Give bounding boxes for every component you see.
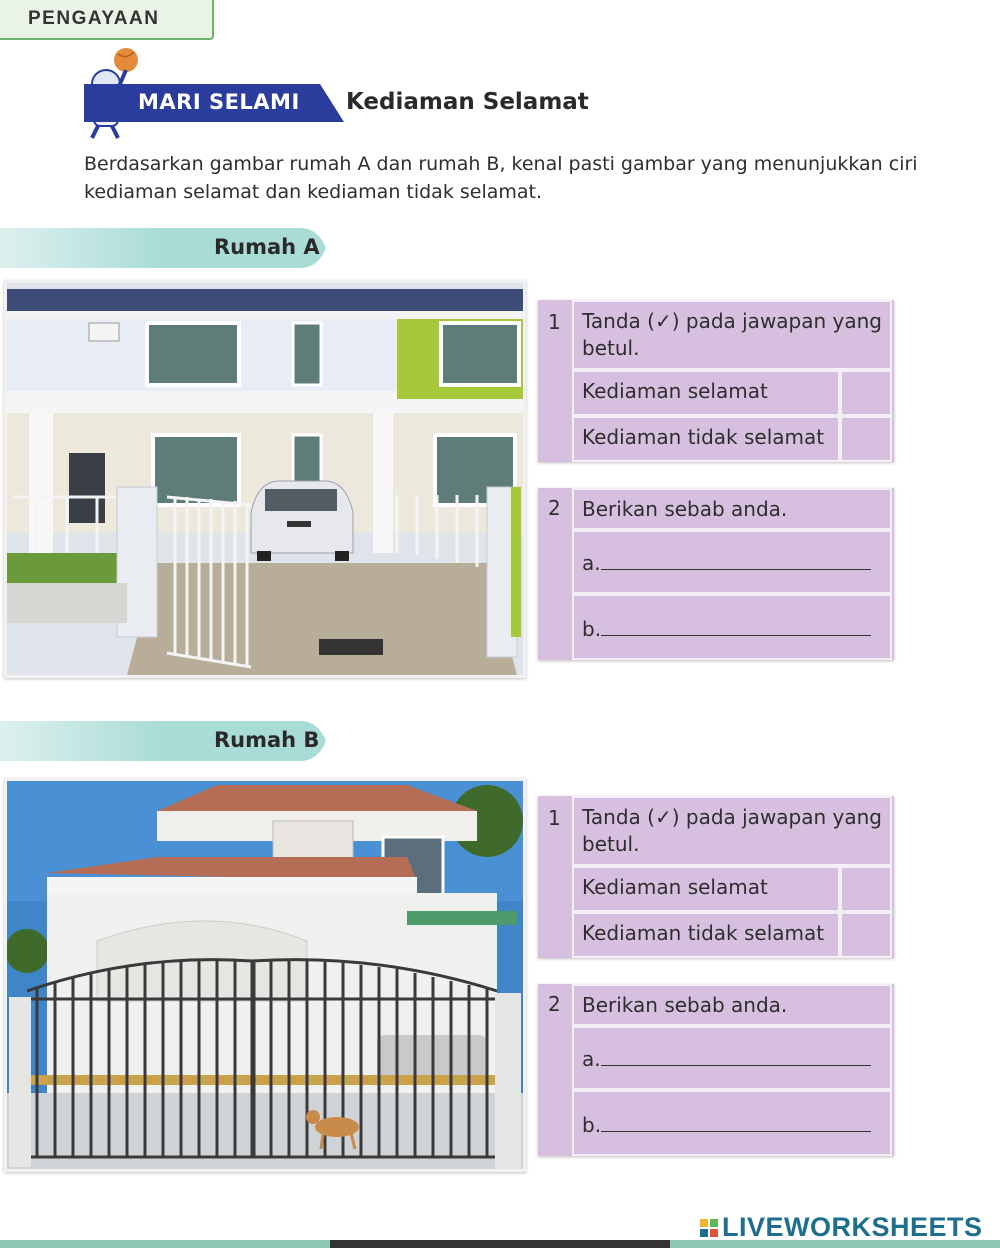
question-number: 1	[548, 310, 561, 334]
question-number: 2	[548, 992, 561, 1016]
answer-label: a.	[582, 1047, 601, 1071]
answer-label: a.	[582, 551, 601, 575]
banner-label: MARI SELAMI	[138, 90, 300, 114]
answer-blank[interactable]	[601, 1131, 871, 1132]
liveworksheets-mark-icon	[700, 1219, 718, 1237]
liveworksheets-logo[interactable]	[700, 1212, 983, 1243]
house-a-photo	[4, 280, 526, 678]
question-prompt: Tanda (✓) pada jawapan yang betul.	[572, 796, 892, 866]
section-tab	[0, 0, 214, 40]
tick-box-unsafe[interactable]	[840, 912, 892, 958]
house-a-question-1-box	[538, 300, 894, 462]
answer-line-b[interactable]	[572, 1090, 892, 1156]
question-number: 1	[548, 806, 561, 830]
house-b-photo	[4, 778, 526, 1172]
answer-blank[interactable]	[601, 1065, 871, 1066]
answer-label: b.	[582, 1113, 602, 1137]
question-prompt: Berikan sebab anda.	[572, 984, 892, 1026]
answer-line-b[interactable]	[572, 594, 892, 660]
bottom-dark-strip	[330, 1240, 670, 1248]
answer-label: b.	[582, 617, 602, 641]
section-label-text: Rumah A	[214, 235, 320, 259]
option-label-safe: Kediaman selamat	[572, 866, 840, 912]
house-b-question-1-box	[538, 796, 894, 958]
option-label-safe: Kediaman selamat	[572, 370, 840, 416]
answer-line-a[interactable]	[572, 530, 892, 594]
option-label-unsafe: Kediaman tidak selamat	[572, 416, 840, 462]
section-label-rumah-b	[0, 721, 330, 761]
activity-title: Kediaman Selamat	[346, 89, 589, 115]
section-label-rumah-a	[0, 228, 330, 268]
question-number: 2	[548, 496, 561, 520]
house-b-question-2-box	[538, 984, 894, 1156]
tick-box-unsafe[interactable]	[840, 416, 892, 462]
section-label-text: Rumah B	[214, 728, 320, 752]
house-a-question-2-box	[538, 488, 894, 660]
section-tab-label: PENGAYAAN	[28, 8, 160, 29]
answer-blank[interactable]	[601, 635, 871, 636]
option-label-unsafe: Kediaman tidak selamat	[572, 912, 840, 958]
liveworksheets-wordmark: LIVEWORKSHEETS	[722, 1212, 983, 1242]
question-prompt: Berikan sebab anda.	[572, 488, 892, 530]
instruction-text: Berdasarkan gambar rumah A dan rumah B, kenal pasti gambar yang menunjukkan ciri kediaman selamat dan kediaman tidak selamat.	[84, 153, 918, 203]
tick-box-safe[interactable]	[840, 370, 892, 416]
answer-line-a[interactable]	[572, 1026, 892, 1090]
answer-blank[interactable]	[601, 569, 871, 570]
question-prompt: Tanda (✓) pada jawapan yang betul.	[572, 300, 892, 370]
tick-box-safe[interactable]	[840, 866, 892, 912]
